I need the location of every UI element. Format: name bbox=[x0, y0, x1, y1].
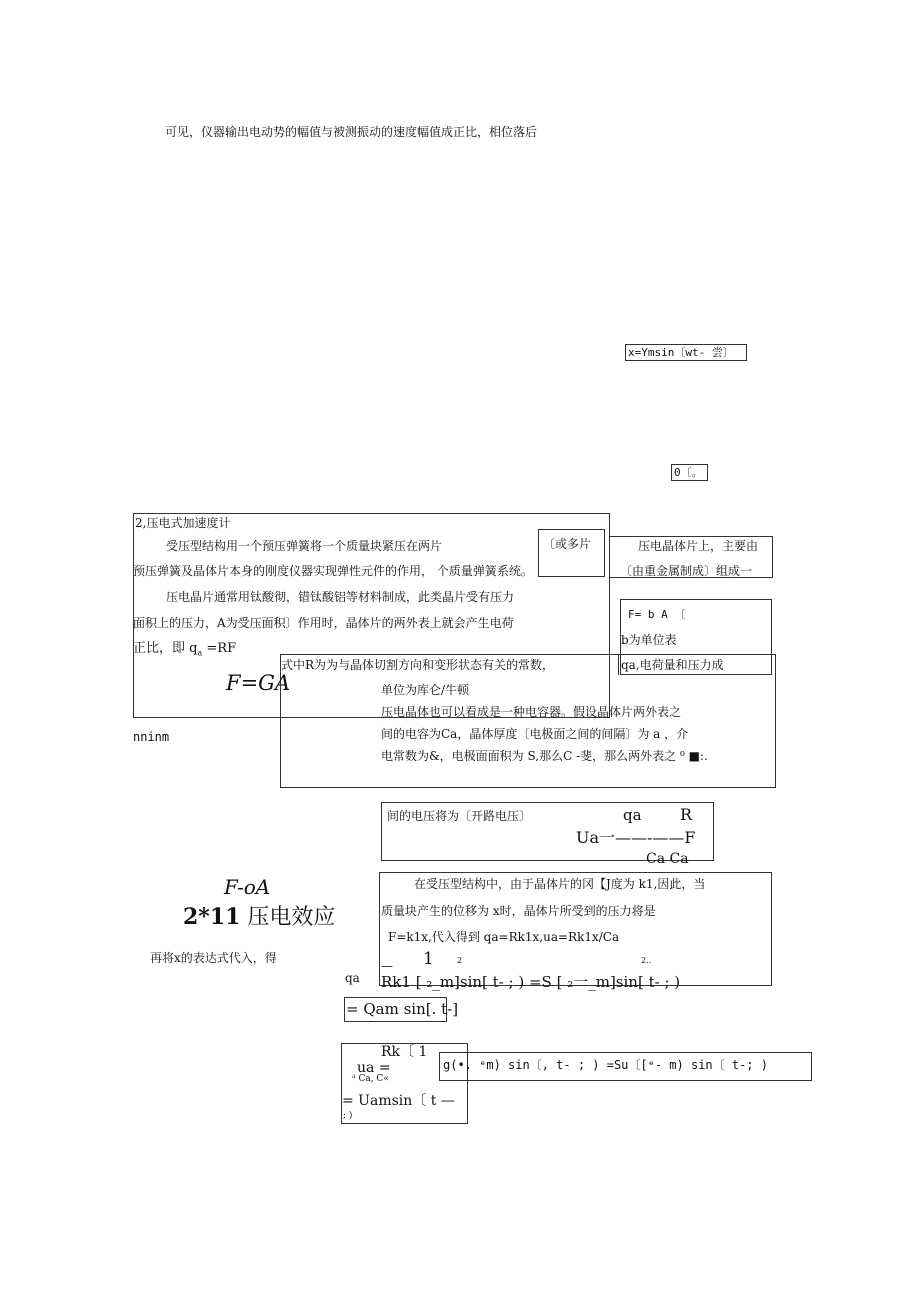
qa-line bbox=[133, 642, 236, 658]
qa-sub: a bbox=[197, 648, 203, 658]
para2-line1: 压电晶片通常用钛酸彻，错钛酸铝等材料制成，此类晶片受有压力 bbox=[166, 590, 515, 604]
ua-tail: ; ) bbox=[343, 1111, 353, 1121]
comp-rk: Rk1 [ ₂_m]sin[ t- ; ) =S [ ₂一_m]sin[ t- ; ) bbox=[381, 973, 681, 991]
small-box: 0〔。 bbox=[671, 464, 708, 481]
q-bar: — bbox=[381, 959, 393, 973]
volt-CaCa: Ca Ca bbox=[646, 851, 689, 867]
para1-line1-right: 压电晶体片上，主要由 bbox=[638, 539, 759, 553]
qa-line-text: 正比，即 q bbox=[133, 641, 198, 656]
heading-211 bbox=[183, 906, 335, 929]
para1-line1: 受压型结构用一个预压弹簧将一个质量块紧压在两片 bbox=[166, 539, 443, 553]
para1-line2: 预压弹簧及晶体片本身的刚度仪器实现弹性元件的作用， 个质量弹簧系统。 bbox=[133, 564, 533, 578]
volt-R: R bbox=[680, 805, 693, 824]
b-unit: b为单位表 bbox=[621, 633, 677, 647]
comp-line3: F=k1x,代入得到 qa=Rk1x,ua=Rk1x/Ca bbox=[388, 930, 620, 944]
cap-line3: 电常数为&，电极面面积为 S,那么C -斐，那么两外表之 ⁰ ■:. bbox=[381, 749, 708, 763]
comp-line1: 在受压型结构中，由于晶体片的冈【J度为 k1,因此，当 bbox=[414, 877, 706, 891]
cap-line1: 压电晶体也可以看成是一种电容器。假设晶体片两外表之 bbox=[381, 705, 682, 719]
ua-long: g(•. ᵉm) sin〔, t- ; ) =Su〔[ᵉ- m) sin〔 t-; ) bbox=[443, 1058, 768, 1072]
cap-line2: 间的电容为Ca，晶体厚度〔电极面之间的间隔〕为 a ，介 bbox=[381, 727, 689, 741]
substitute-line: 再将x的表达式代入，得 bbox=[150, 951, 277, 965]
formula-fba: F= b A 〔 bbox=[628, 608, 686, 621]
comp-two-a: 2 bbox=[457, 956, 463, 965]
ua-eq: = Uamsin〔 t — bbox=[342, 1093, 455, 1109]
intro-line: 可见，仪器输出电动势的幅值与被测振动的速度幅值成正比，相位落后 bbox=[165, 125, 538, 139]
qa-rest: =RF bbox=[202, 641, 237, 656]
section-title: 2,压电式加速度计 bbox=[135, 516, 231, 530]
para1-line2-right: 〔由重金属制成〕组成一 bbox=[620, 564, 753, 578]
qa-prop: qa,电荷量和压力成 bbox=[621, 658, 724, 672]
eq-fga: F=GA bbox=[226, 671, 291, 695]
ua-lbl: ua = bbox=[357, 1060, 391, 1076]
comp-two-b: 2.. bbox=[641, 956, 652, 965]
side-box-a: 〔或多片 bbox=[538, 529, 605, 577]
para2-line2: 面积上的压力，A为受压面积〕作用时，晶体片的两外表上就会产生电荷 bbox=[133, 616, 514, 630]
volt-Ua: Ua一——-——F bbox=[576, 828, 696, 847]
stray-nninm: nninm bbox=[133, 730, 170, 744]
r-desc: 式中R为为与晶体切割方向和变形状态有关的常数， bbox=[281, 658, 555, 672]
comp-one: 1 bbox=[423, 949, 434, 969]
eq-foa: F-oA bbox=[224, 875, 271, 899]
ua-ca: ᵈ Ca, C« bbox=[352, 1074, 389, 1084]
volt-qa: qa bbox=[623, 806, 642, 824]
r-unit: 单位为库仑/牛顿 bbox=[381, 683, 470, 697]
heading-211-num: 2*11 bbox=[183, 904, 241, 930]
q-label: qa bbox=[345, 971, 360, 985]
q-eq: = Qam sin[. t-] bbox=[346, 1000, 459, 1018]
formula-x-box: x=Ymsin〔wt- 尝〕 bbox=[625, 344, 747, 361]
ua-rk: Rk〔 1 bbox=[381, 1044, 428, 1060]
heading-211-text: 压电效应 bbox=[240, 905, 336, 930]
voltage-line: 间的电压将为〔开路电压〕 bbox=[387, 809, 532, 823]
comp-line2: 质量块产生的位移为 x时，晶体片所受到的压力将是 bbox=[381, 904, 656, 918]
